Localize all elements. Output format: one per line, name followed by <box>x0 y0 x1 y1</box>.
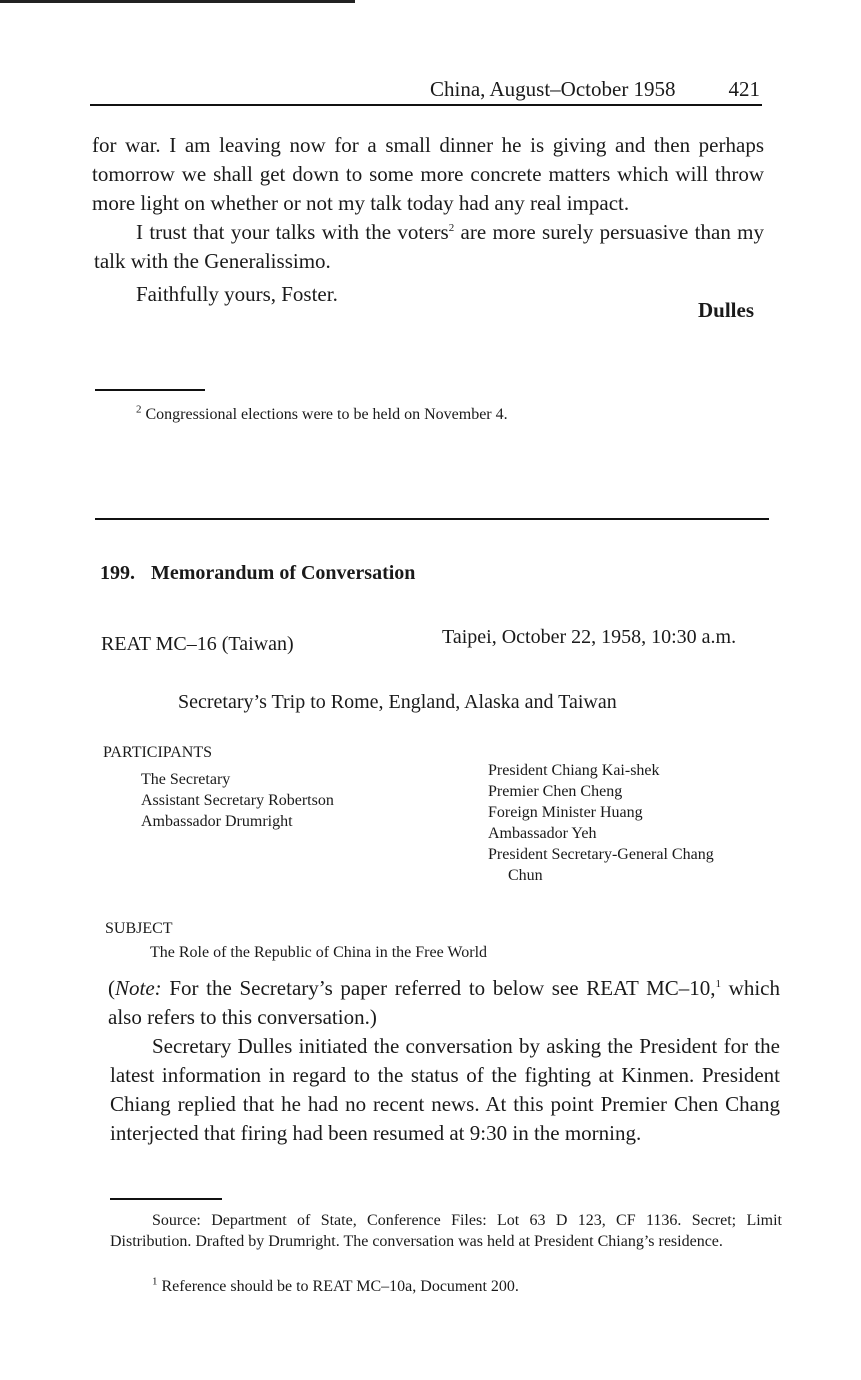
note-text-a: For the Secretary’s paper referred to below see REAT MC–10, <box>161 976 716 1000</box>
subject-text: The Role of the Republic of China in the Free World <box>150 944 488 961</box>
document-subtitle: Secretary’s Trip to Rome, England, Alaska and Taiwan <box>178 691 617 713</box>
participant: Premier Chen Cheng <box>488 783 623 800</box>
document-reference: REAT MC–16 (Taiwan) <box>101 633 294 655</box>
letter-paragraph-2-text-b: are more surely persuasive than my talk with the Generalissimo. <box>94 220 764 273</box>
letter-paragraph-2-text-a: I trust that your talks with the voters <box>136 220 449 244</box>
footnote-2 <box>136 404 756 425</box>
participant: Assistant Secretary Robertson <box>141 792 334 809</box>
subject-label: SUBJECT <box>105 920 173 937</box>
participants-us <box>141 769 334 832</box>
footnote-2-marker: 2 <box>136 403 142 416</box>
letter-paragraph-2 <box>94 218 764 276</box>
participants-label: PARTICIPANTS <box>103 744 213 761</box>
running-header <box>430 77 762 102</box>
footnote-ref-2: 2 <box>448 222 455 234</box>
participant: The Secretary <box>141 771 231 788</box>
footnote-1-marker: 1 <box>152 1275 158 1288</box>
memo-body-paragraph: Secretary Dulles initiated the conversation by asking the President for the latest information in regard to the status of the fighting at Kinmen. President Chiang replied that he had no recent news. At this point Premier Chen Chang interjected that firing had been resumed at 9:30 in the morning. <box>110 1034 780 1145</box>
participant: President Secretary-General Chang <box>488 846 714 863</box>
footnote-2-text: Congressional elections were to be held on November 4. <box>141 406 508 423</box>
section-rule <box>95 518 769 520</box>
page-number: 421 <box>728 77 760 101</box>
footnote-rule-1 <box>95 389 205 391</box>
document-title <box>100 562 415 585</box>
participant: Foreign Minister Huang <box>488 804 643 821</box>
signature: Dulles <box>698 298 755 322</box>
note-open-paren: ( <box>108 976 115 1000</box>
header-rule <box>90 104 762 106</box>
footnote-ref-1: 1 <box>715 978 721 990</box>
document-title-text: Memorandum of Conversation <box>151 562 416 584</box>
note-text-b: which also refers to this conversation.) <box>108 976 780 1029</box>
letter-paragraph-1: for war. I am leaving now for a small dinner he is giving and then perhaps tomorrow we shall get down to some more concrete matters which will throw more light on whether or not my talk today had any real impact. <box>92 133 764 215</box>
footnote-rule-2 <box>110 1198 222 1200</box>
participant: Ambassador Yeh <box>488 825 597 842</box>
editorial-note <box>108 974 780 1032</box>
note-label: Note: <box>115 976 162 1000</box>
source-note: Source: Department of State, Conference Files: Lot 63 D 123, CF 1136. Secret; Limit Distribution. Drafted by Drumright. The conversation was held at President Chiang’s residence. <box>110 1212 782 1250</box>
footnote-1-text: Reference should be to REAT MC–10a, Document 200. <box>157 1278 519 1295</box>
participant: President Chiang Kai-shek <box>488 762 660 779</box>
footnote-1 <box>152 1276 772 1297</box>
scan-top-edge <box>0 0 355 3</box>
participant: Ambassador Drumright <box>141 813 293 830</box>
participants-roc <box>488 760 714 886</box>
running-title: China, August–October 1958 <box>430 77 676 101</box>
letter-closing: Faithfully yours, Foster. <box>136 282 338 306</box>
document-number: 199. <box>100 562 135 584</box>
document-place-date: Taipei, October 22, 1958, 10:30 a.m. <box>442 626 737 648</box>
participant-continued: Chun <box>508 867 543 884</box>
